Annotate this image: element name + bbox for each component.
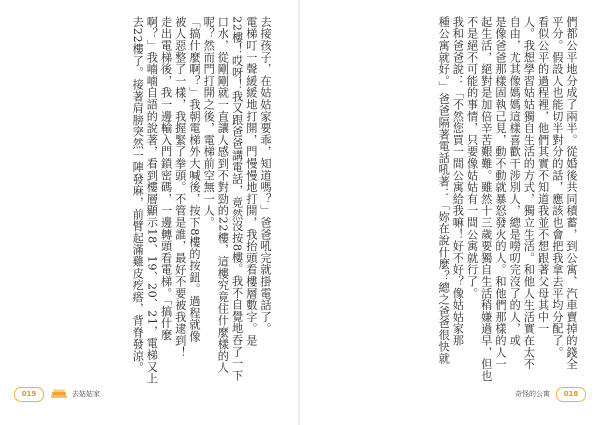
running-title: 去姑姑家 — [72, 390, 100, 398]
text-column: 種公寓就好。」爸爸隔著電話吼著：「妳在說什麼？總之爸爸很快就 — [437, 16, 451, 365]
right-page-footer — [515, 387, 586, 401]
text-column: 平分。假設人也能切半對分的話，應該也會把我拿去平均分配了。 — [550, 16, 564, 359]
text-column: 自由，尤其像媽媽這樣喜歡干涉別人，總是嘮叨完沒了的人，或 — [508, 16, 522, 347]
left-page-footer — [14, 387, 100, 401]
text-column: 啊？」我喃喃自語的說著，看到樓層顯示18、19、20、21，電梯又上 — [145, 16, 159, 385]
text-column: 22樓！哎呀！我又跟爸爸講電話，竟然沒按8樓。我不自覺地吞了一下 — [230, 16, 244, 382]
text-column: 人。我想學習姑姑獨自生活的方式，獨立生活。和他人生活實在太不 — [522, 16, 536, 370]
left-page-body — [22, 16, 272, 385]
text-column: 去接孩子，在姑姑家要乖，知道嗎？」爸爸吼完就掛電話了。 — [259, 16, 272, 335]
text-column: 被人惡整了一樣，我握緊了拳頭。不管是誰，最好不要被我逮到！ — [173, 16, 187, 359]
text-column: 口水，從剛剛就一直讓人感到不對勁的22樓，這樓究竟住什麼樣的人 — [216, 16, 230, 374]
text-column: 們都公平地分成了兩半。從婚後共同積蓄，到公寓、汽車賣掉的錢全 — [565, 16, 578, 370]
text-column: 看似公平的過程裡，他們其實不知道我並不想跟著父母其中一 — [536, 16, 550, 335]
book-stack-icon — [50, 389, 68, 399]
text-column: 走出電梯後，我一邊輸入門鎖密碼，一邊轉頭看電梯。「搞什麼 — [159, 16, 173, 341]
right-page-body — [324, 16, 578, 382]
text-column: 是像爸爸那樣固執己見，動不動就暴怒發火的人。和他們那樣的人一 — [493, 16, 507, 370]
text-column: 去22樓了。接著肩膀突然一陣發麻，前臂起滿雞皮疙瘩，背脊發涼。 — [131, 16, 145, 374]
text-column: 我和爸爸說：「不然您買一間公寓給我嘛！好不好？像姑姑家那 — [451, 16, 465, 347]
right-page — [300, 0, 600, 425]
page-number: 018 — [556, 387, 586, 402]
running-title: 奇怪的公寓 — [515, 390, 550, 398]
text-column: 呢？然而門打開之後，電梯前空無一人。 — [202, 16, 216, 229]
page-number: 019 — [14, 387, 44, 402]
text-column: 不是絕不可能的事情，只要像姑姑有一間公寓就行了。 — [465, 16, 479, 300]
text-column: 起生活，絕對是加倍辛苦艱難。雖然十三歲要獨自生活稍嫌過早，但也 — [479, 16, 493, 382]
text-column: 「搞什麼啊？」我朝電梯外大喊後，按下8樓的按鈕。過程就像 — [187, 16, 201, 343]
text-column: 電梯叮一聲緩緩地打開，門慢慢地打開，我抬頭看樓層數字。是 — [244, 16, 258, 347]
